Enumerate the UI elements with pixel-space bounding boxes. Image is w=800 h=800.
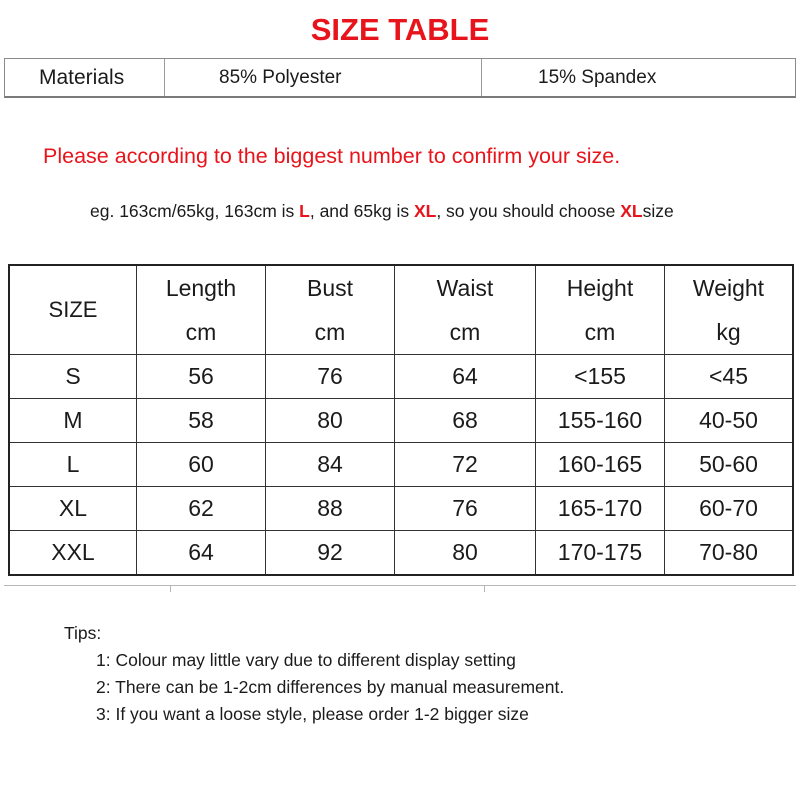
example-after: , so you should choose xyxy=(436,201,621,221)
header-height-unit: cm xyxy=(584,319,616,345)
tips-heading: Tips: xyxy=(64,623,102,643)
divider-segment xyxy=(4,586,171,592)
tip-item: 3: If you want a loose style, please order 1-2 bigger size xyxy=(96,704,529,724)
cell-bust: 76 xyxy=(266,355,395,399)
cell-waist: 72 xyxy=(395,443,536,487)
cell-bust: 84 xyxy=(266,443,395,487)
material-polyester: 85% Polyester xyxy=(165,59,482,96)
example-size-l: L xyxy=(299,201,310,221)
divider-segment xyxy=(171,586,485,592)
header-height-name: Height xyxy=(566,275,634,301)
cell-waist: 80 xyxy=(395,531,536,576)
header-length-unit: cm xyxy=(185,319,217,345)
example-prefix: eg. 163cm/65kg, 163cm is xyxy=(90,201,300,221)
cell-weight: 50-60 xyxy=(665,443,794,487)
header-length xyxy=(137,265,266,355)
header-weight xyxy=(665,265,794,355)
cell-size: XL xyxy=(9,487,137,531)
header-waist-name: Waist xyxy=(436,275,494,301)
cell-length: 62 xyxy=(137,487,266,531)
header-waist xyxy=(395,265,536,355)
header-weight-name: Weight xyxy=(692,275,765,301)
cell-bust: 80 xyxy=(266,399,395,443)
section-divider xyxy=(4,585,796,592)
header-bust-name: Bust xyxy=(306,275,354,301)
cell-waist: 76 xyxy=(395,487,536,531)
cell-height: 165-170 xyxy=(536,487,665,531)
header-bust-unit: cm xyxy=(314,319,346,345)
cell-weight: 40-50 xyxy=(665,399,794,443)
materials-table xyxy=(4,58,796,98)
cell-waist: 68 xyxy=(395,399,536,443)
tip-item: 2: There can be 1-2cm differences by manual measurement. xyxy=(96,677,565,697)
page-title: SIZE TABLE xyxy=(310,12,490,47)
cell-height: <155 xyxy=(536,355,665,399)
size-example xyxy=(90,201,674,222)
tip-item: 1: Colour may little vary due to different display setting xyxy=(96,650,516,670)
header-height xyxy=(536,265,665,355)
cell-size: M xyxy=(9,399,137,443)
cell-size: L xyxy=(9,443,137,487)
cell-weight: <45 xyxy=(665,355,794,399)
table-row xyxy=(9,399,793,443)
size-notice: Please according to the biggest number to confirm your size. xyxy=(43,144,621,168)
cell-length: 58 xyxy=(137,399,266,443)
header-length-name: Length xyxy=(165,275,237,301)
example-suffix: size xyxy=(642,201,674,221)
header-weight-unit: kg xyxy=(716,319,741,345)
header-waist-unit: cm xyxy=(449,319,481,345)
example-middle: , and 65kg is xyxy=(309,201,414,221)
table-row xyxy=(9,443,793,487)
table-row xyxy=(9,531,793,576)
example-size-xl: XL xyxy=(413,201,437,221)
header-size: SIZE xyxy=(9,265,137,355)
cell-waist: 64 xyxy=(395,355,536,399)
size-chart-table xyxy=(8,264,794,576)
cell-height: 160-165 xyxy=(536,443,665,487)
cell-bust: 92 xyxy=(266,531,395,576)
materials-label: Materials xyxy=(5,59,165,96)
tips-section xyxy=(64,620,564,728)
cell-size: S xyxy=(9,355,137,399)
cell-height: 155-160 xyxy=(536,399,665,443)
cell-size: XXL xyxy=(9,531,137,576)
table-row xyxy=(9,487,793,531)
cell-bust: 88 xyxy=(266,487,395,531)
cell-length: 60 xyxy=(137,443,266,487)
table-header-row xyxy=(9,265,793,355)
cell-length: 56 xyxy=(137,355,266,399)
cell-length: 64 xyxy=(137,531,266,576)
header-bust xyxy=(266,265,395,355)
material-spandex: 15% Spandex xyxy=(538,66,657,88)
example-size-choice: XL xyxy=(620,201,643,221)
cell-height: 170-175 xyxy=(536,531,665,576)
table-row xyxy=(9,355,793,399)
cell-weight: 70-80 xyxy=(665,531,794,576)
cell-weight: 60-70 xyxy=(665,487,794,531)
